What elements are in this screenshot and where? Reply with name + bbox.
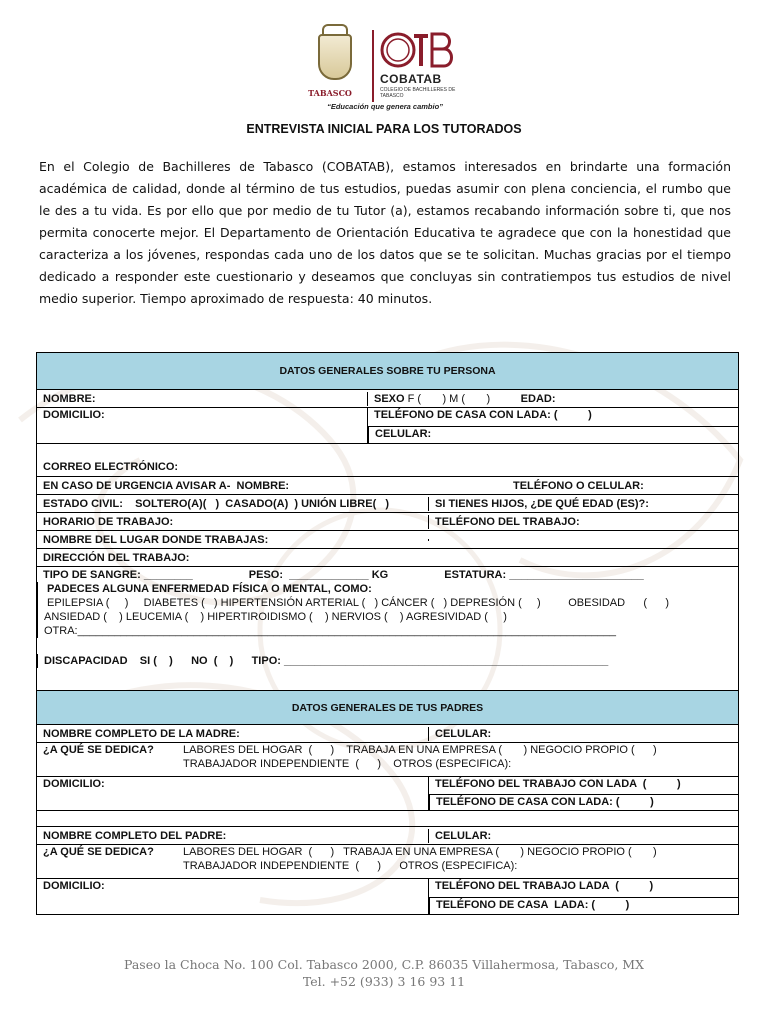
footer-phone: Tel. +52 (933) 3 16 93 11 [302,974,466,989]
field-estado-civil[interactable]: ESTADO CIVIL: SOLTERO(A)( ) CASADO(A) ) UNIÓN LIBRE( ) [43,497,390,510]
footer-address: Paseo la Choca No. 100 Col. Tabasco 2000, C.P. 86035 Villahermosa, Tabasco, MX [124,957,644,972]
row-correo [37,458,738,476]
brand-subtitle: COLEGIO DE BACHILLERES DE TABASCO [380,87,456,99]
interview-form [36,352,739,915]
section-title: DATOS GENERALES SOBRE TU PERSONA [279,365,496,377]
field-urgencia-nombre[interactable]: EN CASO DE URGENCIA AVISAR A- NOMBRE: [43,479,290,492]
row-dir-trabajo [37,548,738,566]
field-padre-nombre[interactable]: NOMBRE COMPLETO DEL PADRE: [43,829,227,842]
row-padre-domicilio [37,878,738,914]
row-estado-civil [37,494,738,512]
row-salud [37,566,738,690]
row-madre-domicilio [37,776,738,810]
brand-name: COBATAB [380,72,442,86]
row-spacer [37,810,738,826]
field-sangre[interactable]: TIPO DE SANGRE: ________ [43,569,193,581]
footer [0,956,768,990]
field-dir-trabajo[interactable]: DIRECCIÓN DEL TRABAJO: [43,551,190,564]
field-otra[interactable]: OTRA:________________________________________________________________________________________ [37,624,738,638]
field-hijos[interactable]: SI TIENES HIJOS, ¿DE QUÉ EDAD (ES)?: [428,497,738,511]
page-title: ENTREVISTA INICIAL PARA LOS TUTORADOS [246,122,522,136]
field-madre-celular[interactable]: CELULAR: [428,727,738,741]
madre-dedica-options-2[interactable]: TRABAJADOR INDEPENDIENTE ( ) OTROS (ESPECIFICA): [183,758,512,770]
cobatab-logo-icon [380,30,454,70]
field-madre-nombre[interactable]: NOMBRE COMPLETO DE LA MADRE: [43,727,240,740]
field-madre-domicilio[interactable]: DOMICILIO: [43,778,105,790]
field-padre-celular[interactable]: CELULAR: [428,829,738,843]
field-lugar-trabajo[interactable]: NOMBRE DEL LUGAR DONDE TRABAJAS: [43,533,269,546]
field-nombre[interactable]: NOMBRE: [43,392,96,405]
field-padre-tel-trabajo[interactable]: TELÉFONO DEL TRABAJO LADA ( ) [435,880,654,892]
field-urgencia-tel[interactable]: TELÉFONO O CELULAR: [513,479,644,492]
logo-divider [372,30,374,102]
section-header-person [37,353,738,389]
row-padre-dedica [37,844,738,878]
row-madre [37,724,738,742]
field-estatura[interactable]: ESTATURA: ______________________ [444,569,644,581]
field-tel-casa[interactable]: TELÉFONO DE CASA CON LADA: ( ) [374,409,592,421]
enfermedad-question: PADECES ALGUNA ENFERMEDAD FÍSICA O MENTAL, COMO: [37,582,738,596]
edad-label: EDAD: [490,392,556,405]
field-tel-trabajo[interactable]: TELÉFONO DEL TRABAJO: [428,515,738,529]
row-nombre [37,389,738,407]
padre-dedica-label: ¿A QUÉ SE DEDICA? [43,846,154,858]
row-horario [37,512,738,530]
field-madre-tel-trabajo[interactable]: TELÉFONO DEL TRABAJO CON LADA ( ) [435,778,681,790]
field-discapacidad[interactable]: DISCAPACIDAD SI ( ) NO ( ) TIPO: _____________________________________________________ [37,654,738,668]
row-urgencia [37,476,738,494]
intro-paragraph: En el Colegio de Bachilleres de Tabasco (COBATAB), estamos interesados en brindarte una formación académica de calidad, donde al término de tus estudios, puedas asumir con plena conciencia, el rumbo que le des a tu vida. Es por ello que por medio de tu Tutor (a), estamos recabando información sobre ti, que nos permita conocerte mejor. El Departamento de Orientación Educativa te agradece que con la honestidad que caracteriza a los jóvenes, respondas cada uno de los datos que se te solicitan. Muchas gracias por el tiempo dedicado a responder este cuestionario y deseamos que concluyas sin contratiempos tus estudios de nivel medio superior. Tiempo aproximado de respuesta: 40 minutos. [39,159,731,306]
field-madre-tel-casa[interactable]: TELÉFONO DE CASA CON LADA: ( ) [429,794,738,810]
field-domicilio[interactable]: DOMICILIO: [43,409,105,421]
field-horario[interactable]: HORARIO DE TRABAJO: [43,515,174,528]
crest-label: TABASCO [308,88,352,98]
section-header-parents [37,690,738,724]
enfermedad-options-1[interactable]: EPILEPSIA ( ) DIABETES ( ) HIPERTENSIÓN ARTERIAL ( ) CÁNCER ( ) DEPRESIÓN ( ) OBESIDAD ( ) [37,596,738,610]
enfermedad-options-2[interactable]: ANSIEDAD ( ) LEUCEMIA ( ) HIPERTIROIDISMO ( ) NERVIOS ( ) AGRESIVIDAD ( ) [37,610,738,624]
field-celular[interactable]: CELULAR: [368,426,738,443]
field-sexo-edad[interactable] [367,392,738,406]
row-padre [37,826,738,844]
row-spacer [37,443,738,459]
slogan: “Educación que genera cambio” [327,102,443,111]
padre-dedica-options-1[interactable]: LABORES DEL HOGAR ( ) TRABAJA EN UNA EMPRESA ( ) NEGOCIO PROPIO ( ) [183,846,657,858]
madre-dedica-label: ¿A QUÉ SE DEDICA? [43,744,154,756]
madre-dedica-options-1[interactable]: LABORES DEL HOGAR ( ) TRABAJA EN UNA EMPRESA ( ) NEGOCIO PROPIO ( ) [183,744,657,756]
row-madre-dedica [37,742,738,776]
padre-dedica-options-2[interactable]: TRABAJADOR INDEPENDIENTE ( ) OTROS (ESPECIFICA): [183,860,518,872]
section-title: DATOS GENERALES DE TUS PADRES [291,701,484,714]
row-domicilio [37,407,738,443]
field-correo[interactable]: CORREO ELECTRÓNICO: [43,461,179,473]
salud-medidas [37,568,738,582]
sexo-options: F ( ) M ( ) [404,392,491,405]
field-padre-domicilio[interactable]: DOMICILIO: [43,880,105,892]
field-peso[interactable]: PESO: _____________ KG [248,569,389,581]
field-padre-tel-casa[interactable]: TELÉFONO DE CASA LADA: ( ) [429,897,738,914]
row-lugar-trabajo [37,530,738,548]
sexo-label: SEXO [374,392,405,405]
